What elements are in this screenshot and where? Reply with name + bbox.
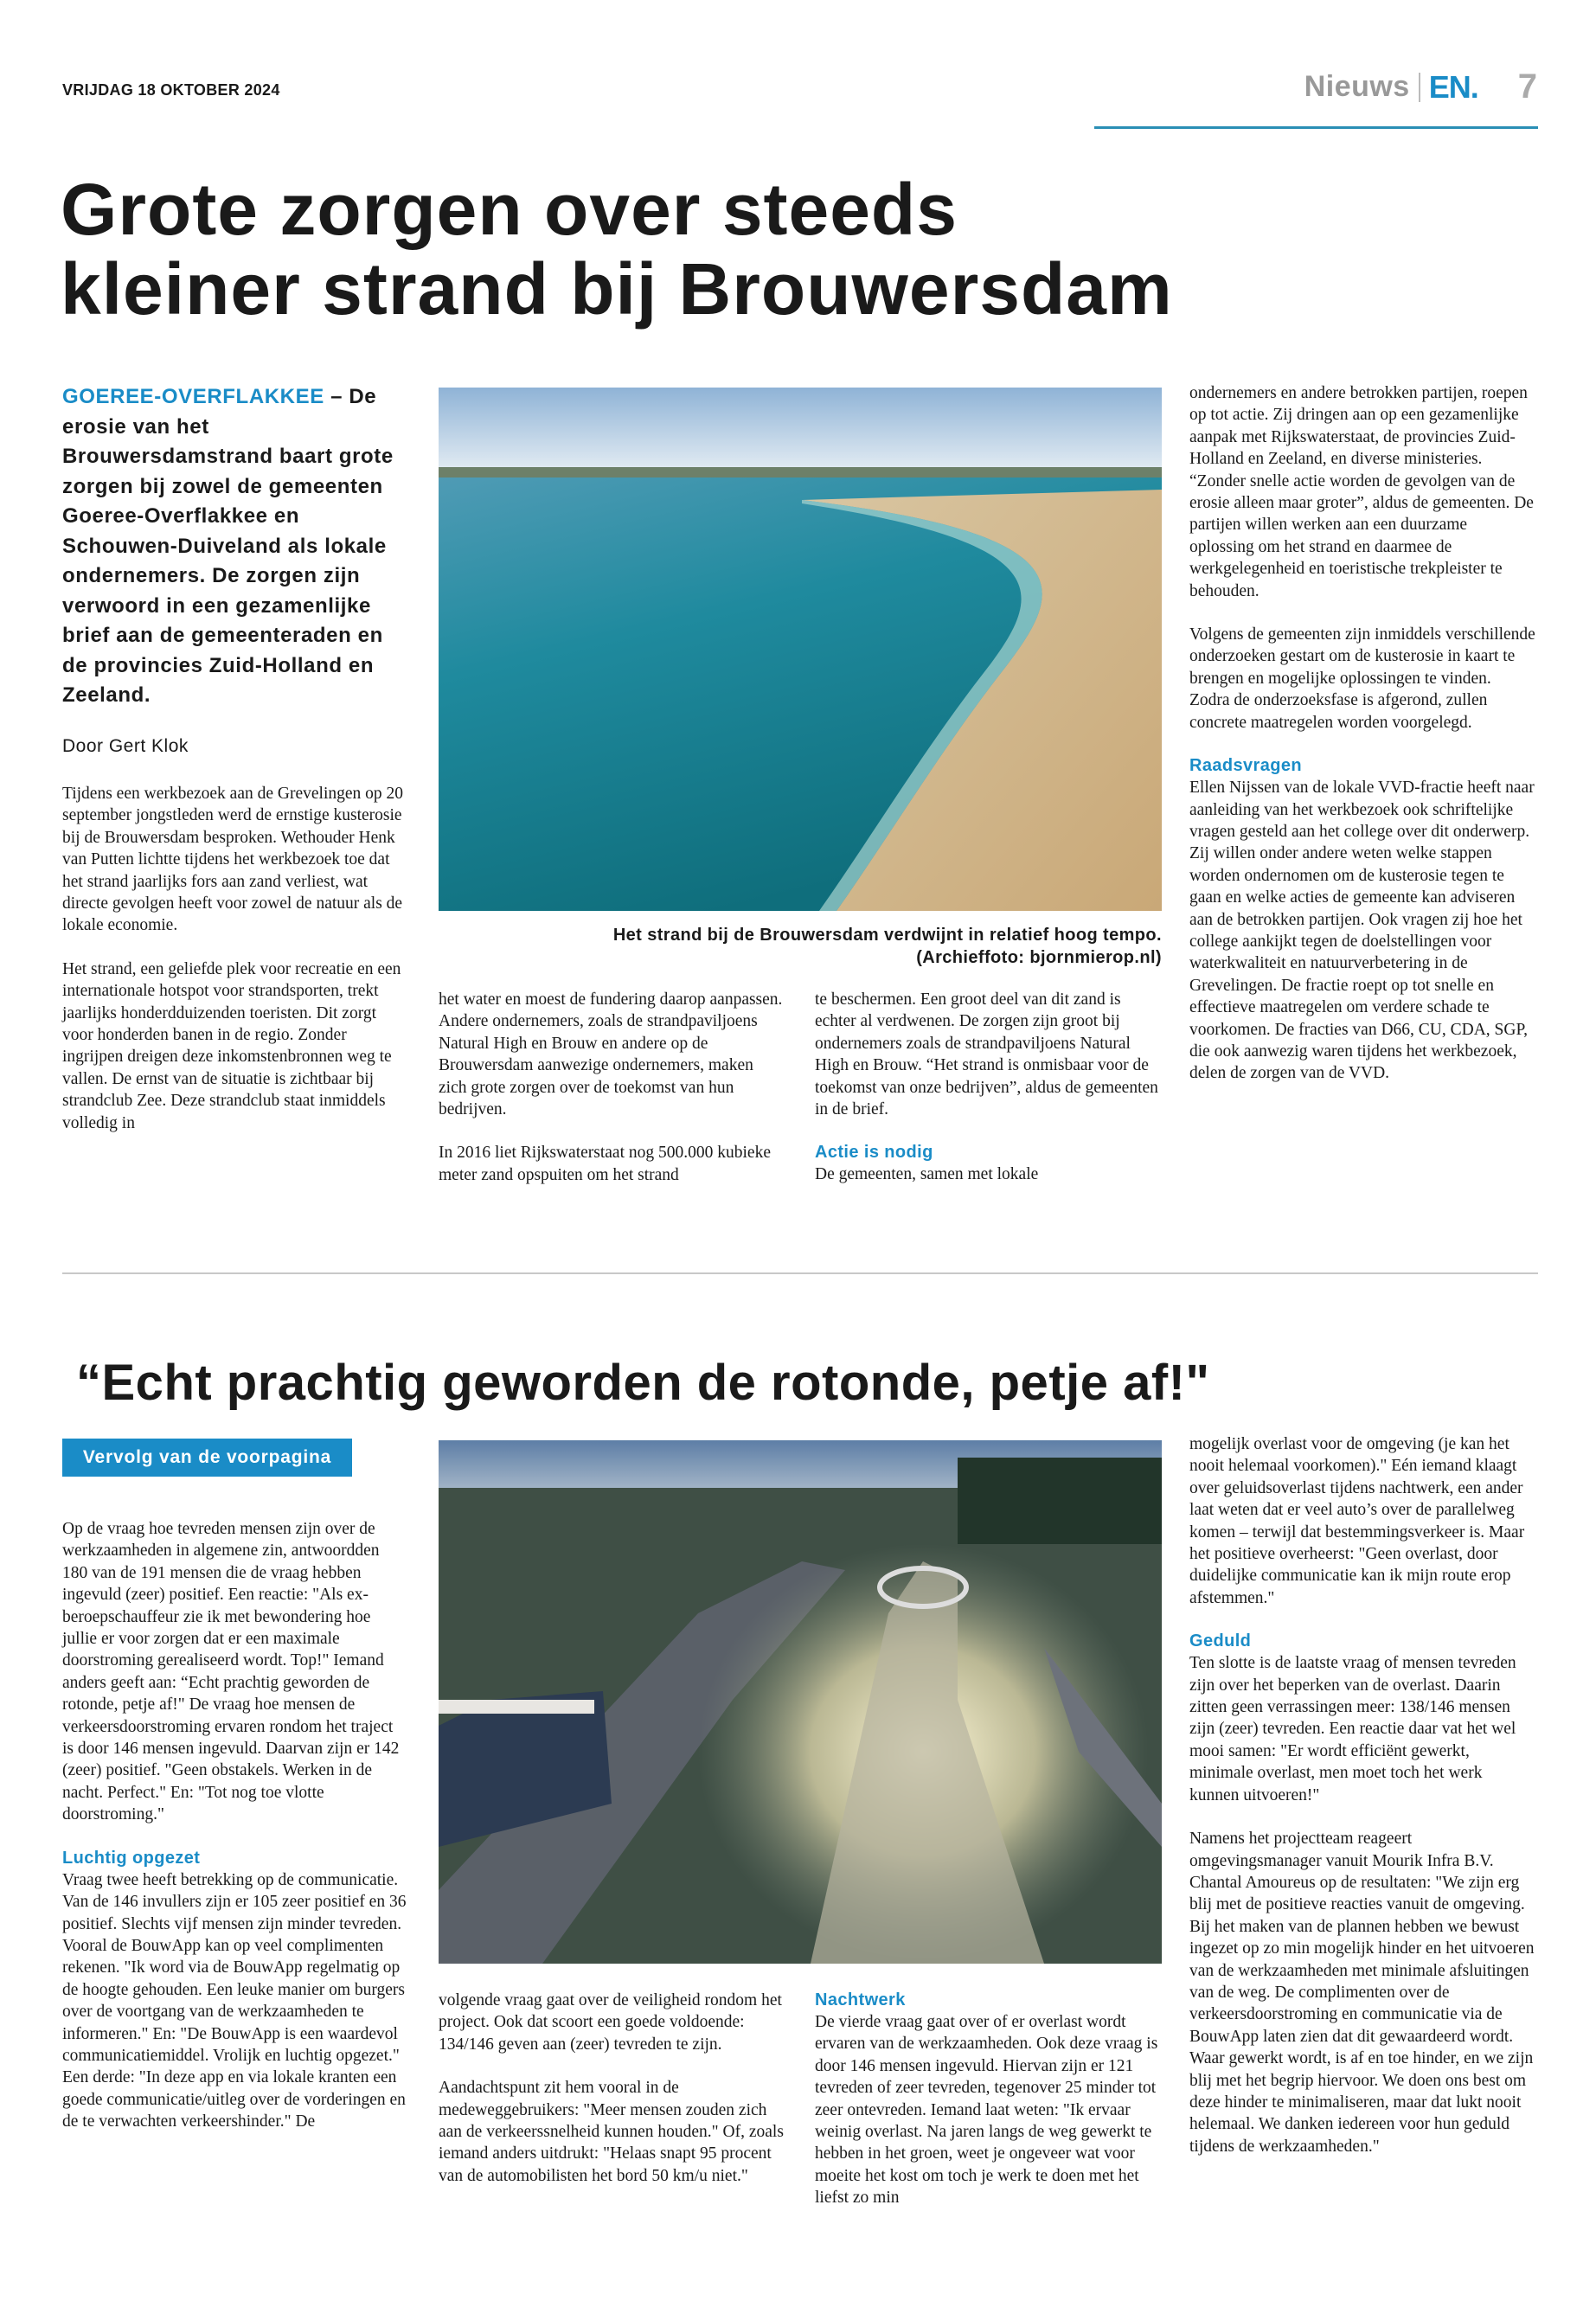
article1-column-1: [62, 382, 404, 1156]
paragraph: mogelijk overlast voor de omgeving (je kan het nooit helemaal voorkomen)." Eén iemand klaagt over geluidsoverlast tijdens nachtwerk, een ander laat weten dat er veel auto’s over de parallelweg komen – terwijl dat bestemmingsverkeer is. Maar het positieve overheerst: "Geen overlast, door duidelijke communicatie kan ik mijn route erop afstemmen.": [1189, 1435, 1525, 1607]
subheading: Geduld: [1189, 1631, 1252, 1651]
paragraph: ondernemers en andere betrokken partijen, roepen op tot actie. Zij dringen aan op een gezamenlijke aanpak met Rijkswaterstaat, de provincies Zuid-Holland en Zeeland, en diverse ministeries. “Zonder snelle actie worden de gevolgen van de erosie alleen maar groter”, aldus de gemeenten. De partijen willen werken aan een duurzame oplossing om het strand en daarmee de werkgelegenheid en toeristische trekpleister te behouden.: [1189, 384, 1534, 600]
section-name: Nieuws: [1304, 70, 1410, 103]
article2-column-2: [439, 1990, 785, 2208]
caption-text: Het strand bij de Brouwersdam verdwijnt in relatief hoog tempo.: [612, 926, 1162, 945]
article1-column-4: [1189, 382, 1535, 1106]
paragraph: Tijdens een werkbezoek aan de Grevelingen op 20 september jongstleden werd de ernstige kusterosie bij de Brouwersdam besproken. Wethouder Henk van Putten lichtte tijdens het werkbezoek toe dat het strand jaarlijks fors aan zand verliest, wat directe gevolgen heeft voor zowel de natuur als de lokale economie.: [62, 784, 404, 935]
subheading: Raadsvragen: [1189, 756, 1303, 776]
article-headline: Grote zorgen over steeds kleiner strand bij Brouwersdam: [61, 169, 1173, 330]
subheading: Actie is nodig: [815, 1143, 933, 1163]
article1-column-2: [439, 989, 785, 1208]
photo-caption: [439, 924, 1162, 969]
article1-column-3: [815, 989, 1161, 1208]
paragraph: Vraag twee heeft betrekking op de communicatie. Van de 146 invullers zijn er 105 zeer positief en 36 positief. Slechts vijf mensen zijn minder tevreden. Vooral de BouwApp kan op veel complimenten rekenen. "Ik word via de BouwApp regelmatig op de hoogte gehouden. Een leuke manier om burgers over de voortgang van de werkzaamheden te informeren." En: "De BouwApp is een waardevol communicatiemiddel. Vrolijk en luchtig opgezet." Een derde: "In deze app en via lokale kranten een goede communicatie/uitleg over de vorderingen en de te verwachten verkeershinder." De: [62, 1870, 407, 2131]
photo-credit: (Archieffoto: bjornmierop.nl): [916, 948, 1162, 967]
paragraph: volgende vraag gaat over de veiligheid rondom het project. Ook dat scoort een goede voldoende: 134/146 geven aan (zeer) tevreden te zijn.: [439, 1991, 782, 2054]
paragraph: Ten slotte is de laatste vraag of mensen tevreden zijn over het beperken van de overlast. Daarin zitten geen verrassingen meer: 138/146 mensen zijn (zeer) tevreden. Een reactie daar vat het wel mooi samen: "Er wordt efficiënt gewerkt, minimale overlast, men moet toch het werk kunnen uitvoeren!": [1189, 1654, 1516, 1804]
paragraph: De gemeenten, samen met lokale: [815, 1165, 1039, 1184]
paragraph: Het strand, een geliefde plek voor recreatie en een internationale hotspot voor strandsporten, trekt jaarlijks honderdduizenden toeristen. Dit zorgt voor honderden banen in de regio. Zonder ingrijpen dreigen deze inkomstenbronnen weg te vallen. De ernst van de situatie is zichtbaar bij strandclub Zee. Deze strandclub staat inmiddels volledig in: [62, 959, 401, 1132]
continuation-label: Vervolg van de voorpagina: [62, 1439, 352, 1477]
paragraph: Aandachtspunt zit hem vooral in de medeweggebruikers: "Meer mensen zouden zich aan de verkeerssnelheid kunnen houden." Of, zoals iemand anders uitdrukt: "Helaas snapt 95 procent van de automobilisten het bord 50 km/u niet.": [439, 2079, 784, 2185]
paragraph: Volgens de gemeenten zijn inmiddels verschillende onderzoeken gestart om de kusterosie in kaart te brengen en mogelijke oplossingen te vinden. Zodra de onderzoeksfase is afgerond, zullen concrete maatregelen worden voorgelegd.: [1189, 625, 1535, 732]
paragraph: Namens het projectteam reageert omgevingsmanager vanuit Mourik Infra B.V. Chantal Amoureus op de resultaten: "We zijn erg blij met de positieve reacties vanuit de omgeving. Bij het maken van de plannen hebben we bewust ingezet op zo min mogelijk hinder en het uitvoeren van de werkzaamheden met minimale afsluitingen van de weg. De complimenten over de verkeersdoorstroming en communicatie via de BouwApp laten zien dat dit gewaardeerd wordt. Waar gewerkt wordt, is af en toe hinder, en we zijn blij met het begrip hiervoor. We doen ons best om deze hinder te minimaliseren, maar dat lukt nooit helemaal. We danken iedereen voor hun geduld tijdens de werkzaamheden.": [1189, 1830, 1535, 2156]
brand-logo: EN.: [1428, 68, 1478, 105]
subheading: Nachtwerk: [815, 1990, 906, 2009]
dateline-dash: –: [324, 385, 349, 408]
roundabout-photo: [439, 1440, 1162, 1964]
article2-column-1: [62, 1518, 408, 2155]
masthead: [1304, 67, 1537, 106]
article-headline: “Echt prachtig geworden de rotonde, petje af!": [76, 1355, 1210, 1411]
article-lead: [62, 382, 404, 711]
paragraph: Op de vraag hoe tevreden mensen zijn over de werkzaamheden in algemene zin, antwoordden 180 van de 191 mensen die de vraag hebben ingevuld (zeer) positief. Een reactie: "Als ex-beroepschauffeur zie ik met bewondering hoe jullie er voor zorgen dat er een maximale doorstroming gerealiseerd wordt. Top!" Iemand anders geeft aan: “Echt prachtig geworden de rotonde, petje af!" De vraag hoe mensen de verkeersdoorstroming ervaren rondom het traject is door 146 mensen ingevuld. Daarvan zijn er 142 (zeer) positief. "Geen obstakels. Werken in de nacht. Perfect." En: "Tot nog toe vlotte doorstroming.": [62, 1520, 400, 1824]
issue-date: VRIJDAG 18 OKTOBER 2024: [62, 81, 280, 99]
masthead-divider: [1419, 73, 1420, 102]
paragraph: Ellen Nijssen van de lokale VVD-fractie heeft naar aanleiding van het werkbezoek ook schriftelijke vragen gesteld aan het college over dit onderwerp. Zij willen onder andere weten welke stappen worden ondernomen om de kusterosie tegen te gaan en welke acties de gemeente kan adviseren aan de betrokken partijen. Ook vragen zij hoe het college aankijkt tegen de doelstellingen voor waterkwaliteit en natuurverbetering in de Grevelingen. De fractie roept op tot snelle en effectieve maatregelen om verdere schade te voorkomen. De fracties van D66, CU, CDA, SGP, die ook aanwezig waren tijdens het werkbezoek, delen de zorgen van de VVD.: [1189, 779, 1535, 1083]
article2-column-4: [1189, 1433, 1535, 2179]
paragraph: het water en moest de fundering daarop aanpassen. Andere ondernemers, zoals de strandpaviljoens Natural High en Brouw en andere op de Brouwersdam aanwezige ondernemers, maken zich grote zorgen over de toekomst van hun bedrijven.: [439, 990, 783, 1119]
paragraph: De vierde vraag gaat over of er overlast wordt ervaren van de werkzaamheden. Ook deze vraag is door 146 mensen ingevuld. Hiervan zijn er 121 tevreden of zeer tevreden, tegenover 25 minder tot zeer ontevreden. Iemand laat weten: "Ik ervaar weinig overlast. Na jaren langs de weg gewerkt te hebben in het groen, weet je ongeveer wat voor moeite het kost om toch je werk te doen met het liefst zo min: [815, 2013, 1158, 2208]
byline: Door Gert Klok: [62, 735, 189, 756]
page-number: 7: [1517, 67, 1537, 106]
header-rule: [1094, 126, 1538, 129]
article2-column-3: [815, 1990, 1161, 2231]
dateline: GOEREE-OVERFLAKKEE: [62, 385, 324, 408]
beach-photo: [439, 388, 1162, 911]
lead-text: De erosie van het Brouwersdamstrand baart grote zorgen bij zowel de gemeenten Goeree-Overflakkee en Schouwen-Duiveland als lokale ondernemers. De zorgen zijn verwoord in een gezamenlijke brief aan de gemeenteraden en de provincies Zuid-Holland en Zeeland.: [62, 385, 394, 707]
paragraph: te beschermen. Een groot deel van dit zand is echter al verdwenen. De zorgen zijn groot bij ondernemers zoals de strandpaviljoens Natural High en Brouw. “Het strand is onmisbaar voor de toekomst van onze bedrijven”, aldus de gemeenten in de brief.: [815, 990, 1158, 1119]
subheading: Luchtig opgezet: [62, 1848, 201, 1868]
paragraph: In 2016 liet Rijkswaterstaat nog 500.000 kubieke meter zand opspuiten om het strand: [439, 1144, 771, 1184]
article-divider: [62, 1272, 1538, 1274]
